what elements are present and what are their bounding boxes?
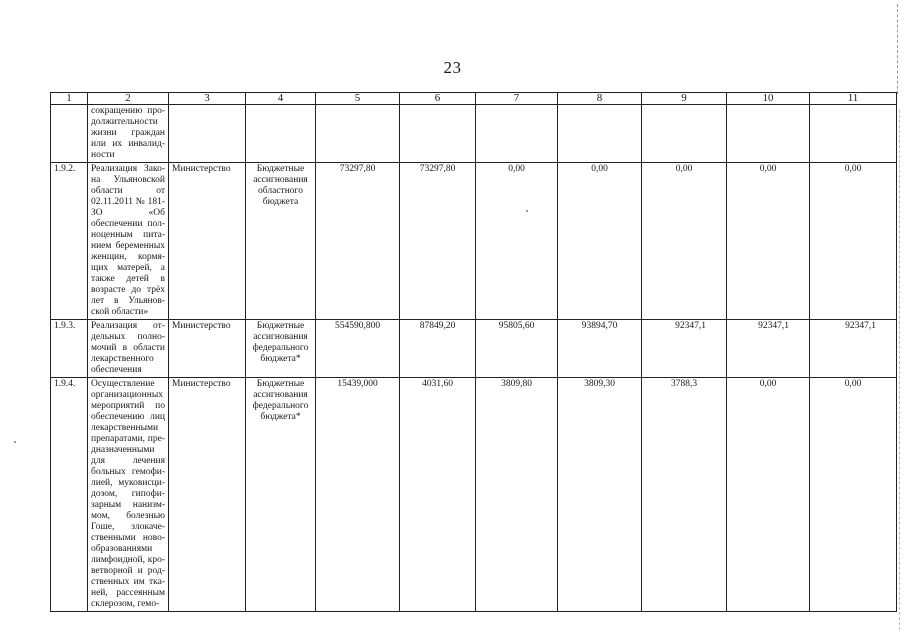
value-cell [316,105,400,163]
value-cell: 0,00 [642,163,727,320]
measure-description: сокращению про-должительности жизни граждан или их инвалид-ности [88,105,169,163]
value-cell: 73297,80 [400,163,476,320]
table-row [51,105,897,163]
value-cell: 554590,800 [316,320,400,378]
measure-description: Реализация Зако-на Ульяновской области от 02.11.2011 № 181-ЗО «Об обеспечении пол-ноценным пита-нием беременных женщин, кормя-щих матерей, а также детей в возрасте до трёх лет в Ульянов-ской области» [88,163,169,320]
col-header: 4 [246,93,316,105]
value-cell: 4031,60 [400,378,476,612]
scan-margin-line [899,110,901,630]
value-cell: 3809,30 [558,378,642,612]
scan-speck [526,210,528,212]
funding-source-cell: Бюджетные ассигнования областного бюджета [246,163,316,320]
row-number: 1.9.3. [51,320,88,378]
scan-speck [14,441,16,443]
value-cell [400,105,476,163]
value-cell [727,105,810,163]
value-cell: 92347,1 [642,320,727,378]
table-row [51,163,897,320]
measure-description: Реализация от-дельных полно-мочий в области лекарственного обеспечения [88,320,169,378]
value-cell: 15439,000 [316,378,400,612]
value-cell: 92347,1 [810,320,897,378]
value-cell: 93894,70 [558,320,642,378]
value-cell [476,105,558,163]
col-header: 11 [810,93,897,105]
row-number: 1.9.2. [51,163,88,320]
value-cell: 92347,1 [727,320,810,378]
executor-cell: Министерство [169,378,246,612]
col-header: 8 [558,93,642,105]
funding-source-cell [246,105,316,163]
page-number: 23 [443,58,462,77]
row-number [51,105,88,163]
col-header: 1 [51,93,88,105]
col-header: 10 [727,93,810,105]
row-number: 1.9.4. [51,378,88,612]
col-header: 9 [642,93,727,105]
col-header: 3 [169,93,246,105]
col-header: 6 [400,93,476,105]
value-cell: 95805,60 [476,320,558,378]
header-row [51,93,897,105]
value-cell: 0,00 [476,163,558,320]
col-header: 7 [476,93,558,105]
col-header: 5 [316,93,400,105]
value-cell: 0,00 [727,378,810,612]
value-cell [642,105,727,163]
value-cell: 0,00 [810,378,897,612]
executor-cell [169,105,246,163]
value-cell [558,105,642,163]
measure-description: Осуществление организационных мероприятий по обеспечению лиц лекарственными препаратами, пре-дназначенными для лечения больных гемофи-лией, муковисци-дозом, гипофи-зарным нанизм-мом, болезнью Гоше, злокаче-ственными ново-образованиями лимфоидной, кро-ветворной и род-ственных им тка-ней, рассеянным склерозом, гемо- [88,378,169,612]
value-cell: 3809,80 [476,378,558,612]
value-cell [810,105,897,163]
value-cell: 0,00 [558,163,642,320]
funding-source-cell: Бюджетные ассигнования федерального бюджета* [246,378,316,612]
executor-cell: Министерство [169,163,246,320]
scan-margin-line [897,4,899,94]
col-header: 2 [88,93,169,105]
value-cell: 0,00 [810,163,897,320]
funding-source-cell: Бюджетные ассигнования федерального бюджета* [246,320,316,378]
budget-table [50,92,897,612]
value-cell: 0,00 [727,163,810,320]
value-cell: 73297,80 [316,163,400,320]
executor-cell: Министерство [169,320,246,378]
value-cell: 87849,20 [400,320,476,378]
value-cell: 3788,3 [642,378,727,612]
table-row [51,320,897,378]
table-row [51,378,897,612]
